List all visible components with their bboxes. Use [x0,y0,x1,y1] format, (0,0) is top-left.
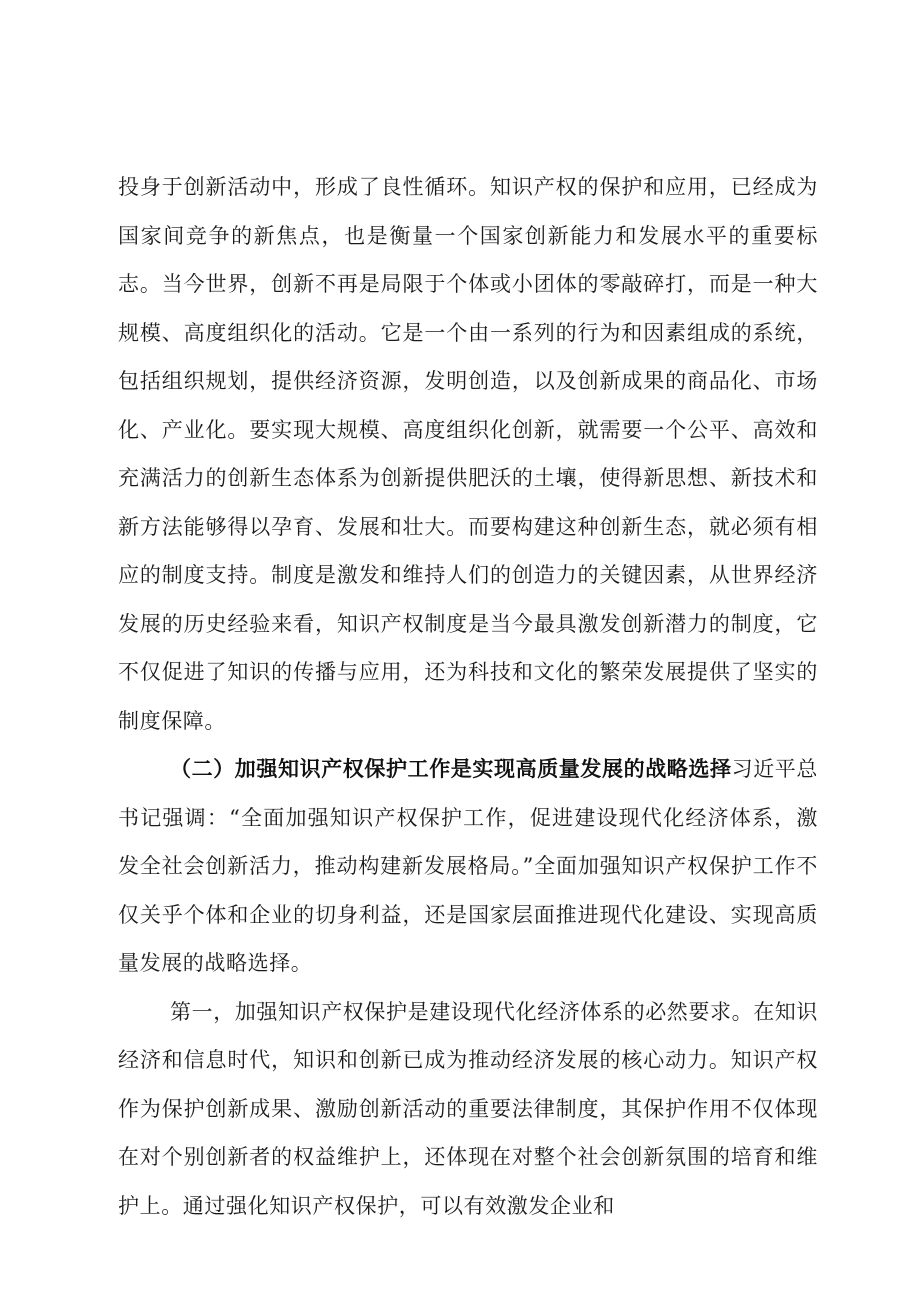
document-body [118,163,818,1230]
paragraph-high-quality-development [118,745,818,988]
paragraph-high-quality-development-body: 习近平总书记强调：“全面加强知识产权保护工作，促进建设现代化经济体系，激发全社会创新活力，推动构建新发展格局。”全面加强知识产权保护工作不仅关乎个体和企业的切身利益，还是国家层面推进现代化建设、实现高质量发展的战略选择。 [118,757,819,975]
section-heading: （二）加强知识产权保护工作是实现高质量发展的战略选择 [170,756,732,781]
paragraph-intellectual-property-innovation: 投身于创新活动中，形成了良性循环。知识产权的保护和应用，已经成为国家间竞争的新焦点，也是衡量一个国家创新能力和发展水平的重要标志。当今世界，创新不再是局限于个体或小团体的零敲碎打，而是一种大规模、高度组织化的活动。它是一个由一系列的行为和因素组成的系统，包括组织规划，提供经济资源，发明创造，以及创新成果的商品化、市场化、产业化。要实现大规模、高度组织化创新，就需要一个公平、高效和充满活力的创新生态体系为创新提供肥沃的土壤，使得新思想、新技术和新方法能够得以孕育、发展和壮大。而要构建这种创新生态，就必须有相应的制度支持。制度是激发和维持人们的创造力的关键因素，从世界经济发展的历史经验来看，知识产权制度是当今最具激发创新潜力的制度，它不仅促进了知识的传播与应用，还为科技和文化的繁荣发展提供了坚实的制度保障。 [118,175,818,733]
paragraph-modern-economic-system: 第一，加强知识产权保护是建设现代化经济体系的必然要求。在知识经济和信息时代，知识和创新已成为推动经济发展的核心动力。知识产权作为保护创新成果、激励创新活动的重要法律制度，其保护作用不仅体现在对个别创新者的权益维护上，还体现在对整个社会创新氛围的培育和维护上。通过强化知识产权保护，可以有效激发企业和 [118,999,818,1218]
